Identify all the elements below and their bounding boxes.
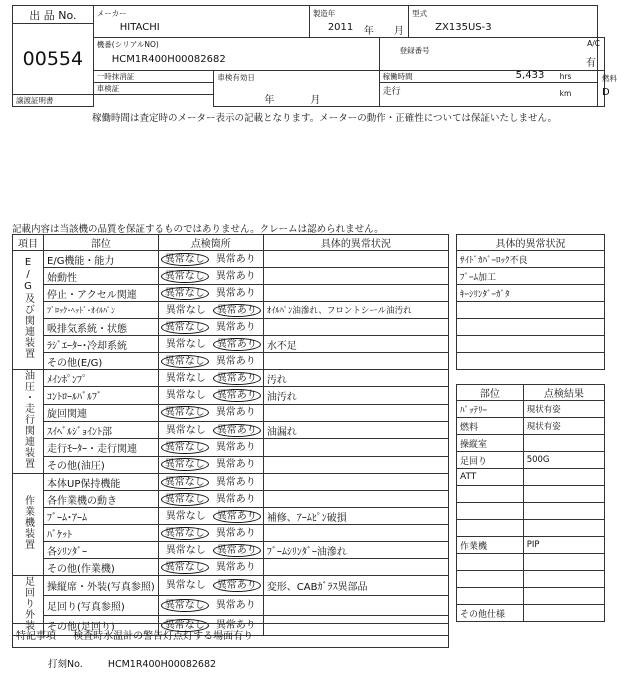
inspection-row [13,268,449,285]
col-item: 項目 [13,235,44,251]
ok-option: 異常なし [165,544,206,556]
part-cell: その他(作業機) [44,559,159,576]
inspection-row [13,387,449,404]
km-label: 走行 [382,86,401,97]
extra-defect-item [457,353,605,370]
serial-label: 機番(シリアルNO) [96,40,159,50]
ok-option: 異常なし [165,304,206,316]
check-cell [158,439,263,456]
ng-option: 異常あり [215,527,256,539]
result-value: 現状有姿 [523,401,604,418]
col-part: 部位 [44,235,159,251]
ok-circled: 異常なし [161,355,209,368]
reg-cell [379,38,597,70]
inspection-row [13,251,449,268]
check-cell [158,251,263,268]
ng-circled: 異常あり [213,372,261,385]
extra-defects-table [456,234,605,370]
result-value: 500G [523,452,604,469]
group-label-text: 油圧・走行関連装置 [22,370,34,469]
month-unit: 月 [393,26,404,37]
maker-value: HITACHI [119,22,160,33]
result-part: その他仕様 [457,605,524,622]
special-text: 検査時水温計の警告灯点灯する場面有り [73,631,254,642]
year-unit: 年 [363,26,374,37]
shupin-label: 出 品 No. [13,6,94,24]
ng-option: 異常あり [215,561,256,573]
result-part: 作業機 [457,537,524,554]
inspection-row [13,319,449,336]
inspection-row [13,370,449,387]
ok-circled: 異常なし [161,253,209,266]
check-cell [158,491,263,508]
detail-cell [263,596,448,616]
result-value [523,435,604,452]
result-h-part: 部位 [457,385,524,401]
part-cell: E/G機能・能力 [44,251,159,268]
result-value [523,554,604,571]
result-part: 燃料 [457,418,524,435]
result-part: 足回り [457,452,524,469]
maker-cell [93,6,309,38]
hours-value: 5,433 [515,69,545,81]
part-cell: 旋回関連 [44,404,159,421]
inspection-row [13,353,449,370]
fuel-cell [598,70,617,106]
ng-circled: 異常あり [213,389,261,402]
ok-circled: 異常なし [161,270,209,283]
hours-unit: hrs [559,71,572,81]
shupin-no-cell [13,24,94,95]
inspection-row [13,508,449,525]
check-cell [158,353,263,370]
detail-cell: ｵｲﾙﾊﾟﾝ油滲れ、フロントシール油汚れ [263,302,448,319]
part-cell: 各作業機の動き [44,491,159,508]
inspection-row [13,491,449,508]
result-value [523,486,604,503]
result-row [457,469,605,486]
result-row [457,520,605,537]
ng-circled: 異常あり [213,338,261,351]
check-cell [158,285,263,302]
extra-defect-item: ﾌﾞｰﾑ加工 [457,268,605,285]
transfer-cert: 譲渡証明書 [13,94,94,106]
hours-label: 稼働時間 [382,71,413,81]
result-value [523,588,604,605]
detail-cell: 変形、CABｶﾞﾗｽ異部品 [263,576,448,596]
result-row [457,605,605,622]
result-part [457,571,524,588]
ng-option: 異常あり [215,441,256,453]
part-cell: 走行ﾓｰﾀｰ・走行関連 [44,439,159,456]
part-cell: ﾊﾞｹｯﾄ [44,525,159,542]
inspection-row [13,542,449,559]
detail-cell: 油漏れ [263,421,448,438]
ng-option: 異常あり [215,620,256,631]
col-detail: 具体的異常状況 [263,235,448,251]
result-value [523,605,604,622]
result-part: ﾊﾞｯﾃﾘｰ [457,401,524,418]
inspection-row [13,525,449,542]
inspection-row [13,576,449,596]
check-cell [158,474,263,491]
result-value [523,520,604,537]
result-part [457,520,524,537]
inspection-row [13,439,449,456]
detail-cell [263,353,448,370]
detail-cell [263,491,448,508]
ok-circled: 異常なし [161,599,209,612]
extra-defect-item [457,319,605,336]
ok-option: 異常なし [165,389,206,401]
inspection-row [13,559,449,576]
part-cell: ﾌﾞｰﾑ･ｱｰﾑ [44,508,159,525]
result-row [457,435,605,452]
part-cell: その他(油圧) [44,456,159,473]
result-part [457,503,524,520]
detail-cell [263,474,448,491]
shaken-year: 年 [264,94,275,106]
shaken-cell [214,70,379,106]
fuel-value: D [602,86,610,98]
check-cell [158,596,263,616]
detail-cell: 水不足 [263,336,448,353]
detail-cell [263,251,448,268]
result-row [457,588,605,605]
group-label [13,370,44,474]
check-cell [158,508,263,525]
part-cell: その他(E/G) [44,353,159,370]
extra-defect-item [457,336,605,353]
group-label-text: 足回り外装 [22,576,34,631]
ok-circled: 異常なし [161,619,209,632]
check-cell [158,302,263,319]
check-cell [158,319,263,336]
result-value: 現状有姿 [523,418,604,435]
ng-option: 異常あり [215,476,256,488]
detail-cell: 補修、ｱｰﾑﾋﾟﾝ破損 [263,508,448,525]
ok-option: 異常なし [165,580,206,591]
result-part [457,588,524,605]
group-label [13,251,44,370]
check-cell [158,542,263,559]
model-value: ZX135US-3 [435,22,492,33]
ng-option: 異常あり [215,253,256,265]
serial-cell [93,38,379,70]
extra-defect-item [457,302,605,319]
part-cell: 始動性 [44,268,159,285]
result-value [523,571,604,588]
inspection-row [13,302,449,319]
check-cell [158,387,263,404]
check-cell [158,404,263,421]
detail-cell [263,285,448,302]
part-cell: その他(足回り) [44,616,159,636]
detail-cell [263,404,448,421]
maker-label: メーカー [96,9,127,18]
ng-option: 異常あり [215,407,256,419]
inspection-row [13,285,449,302]
result-part: 操縦室 [457,435,524,452]
ng-option: 異常あり [215,355,256,367]
detail-cell: ﾌﾞｰﾑｼﾘﾝﾀﾞｰ油滲れ [263,542,448,559]
extra-defects-header: 具体的異常状況 [457,235,605,251]
part-cell: 本体UP保持機能 [44,474,159,491]
ng-option: 異常あり [215,459,256,471]
result-value [523,503,604,520]
check-cell [158,370,263,387]
part-cell: 足回り(写真参照) [44,596,159,616]
ok-circled: 異常なし [161,287,209,300]
result-row [457,571,605,588]
result-part: ATT [457,469,524,486]
shaken-label: 車検有効日 [217,72,255,82]
ok-circled: 異常なし [161,476,209,489]
ng-option: 異常あり [215,600,256,611]
ok-option: 異常なし [165,372,206,384]
ok-circled: 異常なし [161,406,209,419]
result-part [457,554,524,571]
ac-cell [586,38,605,70]
header-table [12,5,617,107]
extra-defect-item: ｷｰｼﾘﾝﾀﾞｰｶﾞﾀ [457,285,605,302]
inspection-row [13,421,449,438]
ok-circled: 異常なし [161,493,209,506]
fuel-label: 燃料 [602,73,617,83]
ok-option: 異常なし [165,510,206,522]
hours-note: 稼働時間は査定時のメーター表示の記載となります。メーターの動作・正確性については保証いたしません。 [92,113,558,124]
ng-circled: 異常あり [213,304,261,317]
group-label-text: 作業機装置 [22,495,34,550]
ok-option: 異常なし [165,424,206,436]
check-cell [158,576,263,596]
year-value: 2011 [327,22,354,33]
ng-circled: 異常あり [213,579,261,592]
quality-note: 記載内容は当該機の品質を保証するものではありません。クレームは認められません。 [12,224,384,235]
part-cell: 操縦席・外装(写真参照) [44,576,159,596]
inspection-row [13,474,449,491]
result-value [523,469,604,486]
col-check: 点検箇所 [158,235,263,251]
result-part [457,486,524,503]
ac-label: A/C [587,39,600,49]
result-table [456,384,605,622]
ok-circled: 異常なし [161,527,209,540]
group-label-text: E/G及び関連装置 [22,257,34,359]
detail-cell [263,319,448,336]
km-unit: km [559,88,572,98]
result-row [457,554,605,571]
ng-option: 異常あり [215,270,256,282]
extra-defect-item: ｻｲﾄﾞｶﾊﾞｰﾛｯｸ不良 [457,251,605,268]
temp-cert: 一時抹消証 [93,70,214,82]
stamp-label: 打刻No. [48,659,83,670]
inspection-row [13,596,449,616]
detail-cell [263,268,448,285]
ok-circled: 異常なし [161,458,209,471]
special-label: 特記事項 [16,631,56,642]
ok-circled: 異常なし [161,321,209,334]
ng-option: 異常あり [215,493,256,505]
check-cell [158,336,263,353]
shupin-no: 00554 [22,48,84,70]
result-row [457,537,605,554]
check-cell [158,525,263,542]
special-notes [12,623,449,648]
result-row [457,418,605,435]
part-cell: ﾗｼﾞｴｰﾀｰ･冷却系統 [44,336,159,353]
inspection-row [13,336,449,353]
check-cell [158,421,263,438]
part-cell: 停止・アクセル関連 [44,285,159,302]
inspection-table [12,234,449,636]
model-label: 型式 [412,9,428,18]
part-cell: 各ｼﾘﾝﾀﾞｰ [44,542,159,559]
ng-option: 異常あり [215,287,256,299]
serial-value: HCM1R400H00082682 [111,54,226,66]
result-row [457,452,605,469]
result-h-result: 点検結果 [523,385,604,401]
stamp-no [48,656,216,670]
ng-circled: 異常あり [213,424,261,437]
check-cell [158,456,263,473]
result-row [457,401,605,418]
year-label: 製造年 [312,9,336,18]
check-cell [158,559,263,576]
part-cell: ﾒｲﾝﾎﾟﾝﾌﾟ [44,370,159,387]
model-cell [409,6,598,38]
result-value: PIP [523,537,604,554]
detail-cell [263,456,448,473]
year-cell [309,6,408,38]
part-cell: 吸排気系統・状態 [44,319,159,336]
ok-option: 異常なし [165,338,206,350]
detail-cell: 汚れ [263,370,448,387]
result-row [457,503,605,520]
part-cell: ｺﾝﾄﾛｰﾙﾊﾞﾙﾌﾞ [44,387,159,404]
detail-cell [263,525,448,542]
vehicle-cert: 車検証 [93,82,214,94]
ok-circled: 異常なし [161,561,209,574]
group-label [13,474,44,576]
inspection-row [13,456,449,473]
ac-value: 有 [586,58,596,70]
stamp-value: HCM1R400H00082682 [107,659,217,670]
result-row [457,486,605,503]
detail-cell [263,559,448,576]
ng-circled: 異常あり [213,544,261,557]
reg-label: 登録番号 [399,46,430,56]
shaken-month: 月 [310,94,321,106]
ok-circled: 異常なし [161,441,209,454]
special-cell [13,624,449,648]
ng-circled: 異常あり [213,510,261,523]
part-cell: ｽｲﾍﾞﾙｼﾞｮｲﾝﾄ部 [44,421,159,438]
part-cell: ﾌﾞﾛｯｸ･ﾍｯﾄﾞ･ｵｲﾙﾊﾟﾝ [44,302,159,319]
detail-cell: 油汚れ [263,387,448,404]
check-cell [158,268,263,285]
ng-option: 異常あり [215,321,256,333]
detail-cell [263,439,448,456]
inspection-row [13,404,449,421]
